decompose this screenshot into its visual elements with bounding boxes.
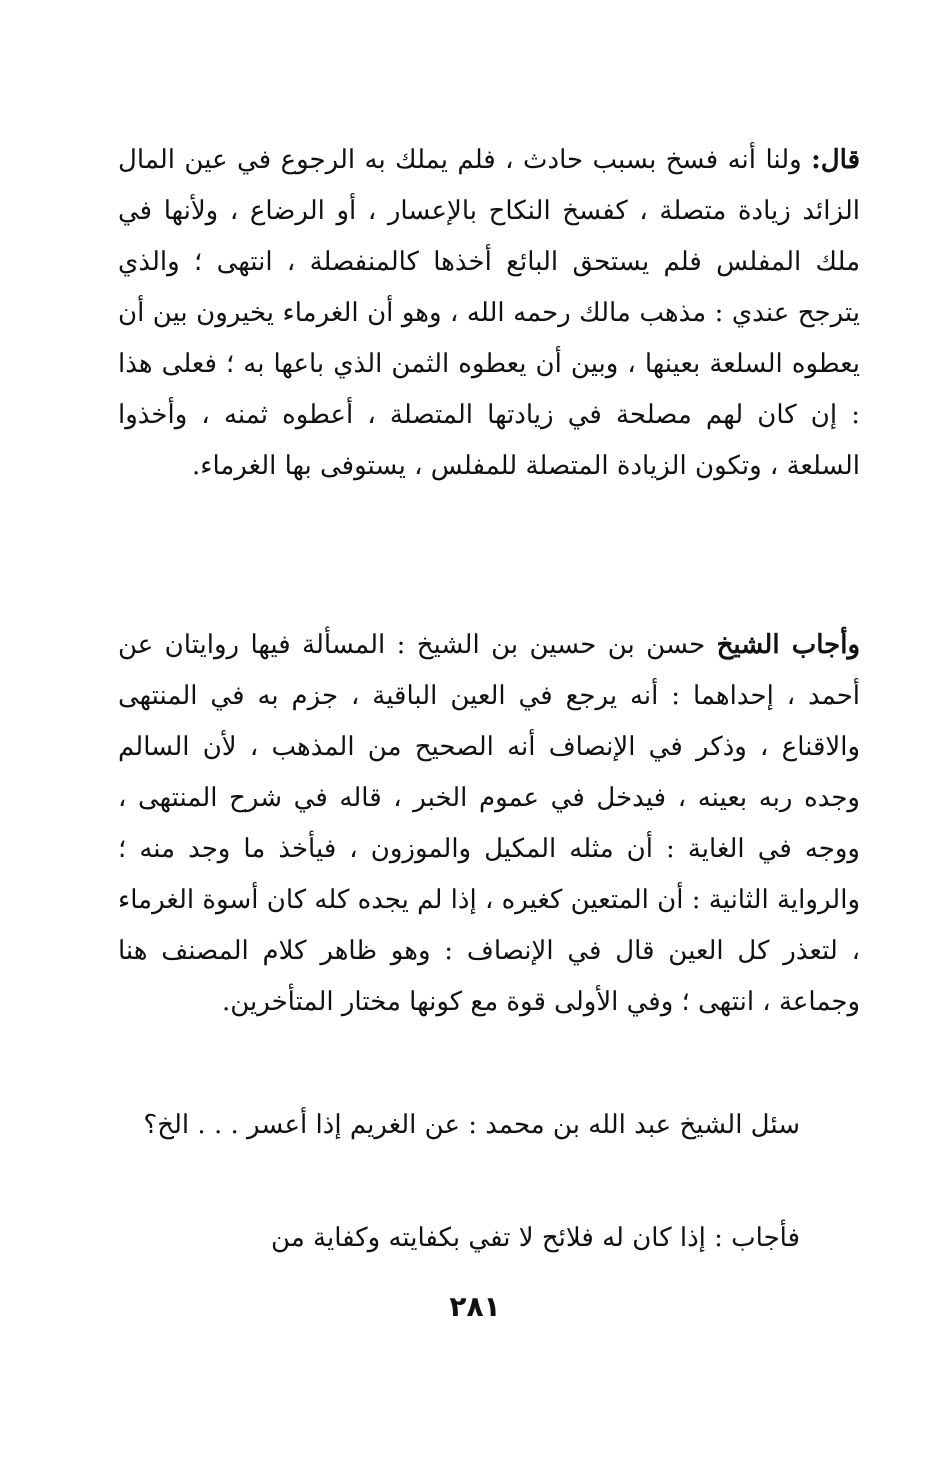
paragraph-3 [118,1100,860,1151]
paragraph-4-body: فأجاب : إذا كان له فلائح لا تفي بكفايته وكفاية من [271,1223,800,1253]
paragraph-1-text [118,135,860,492]
paragraph-4 [118,1213,860,1264]
paragraph-4-text [118,1213,860,1264]
paragraph-2-text [118,620,860,1028]
paragraph-2-body: حسن بن حسين بن الشيخ : المسألة فيها روايتان عن أحمد ، إحداهما : أنه يرجع في العين الباقية ، جزم به في المنتهى والاقناع ، وذكر في الإنصاف أنه الصحيح من المذهب ، لأن السالم وجده ربه بعينه ، فيدخل في عموم الخبر ، قاله في شرح المنتهى ، ووجه في الغاية : أن مثله المكيل والموزون ، فيأخذ ما وجد منه ؛ والرواية الثانية : أن المتعين كغيره ، إذا لم يجده كله كان أسوة الغرماء ، لتعذر كل العين قال في الإنصاف : وهو ظاهر كلام المصنف هنا وجماعة ، انتهى ؛ وفي الأولى قوة مع كونها مختار المتأخرين. [118,630,860,1017]
paragraph-3-body: سئل الشيخ عبد الله بن محمد : عن الغريم إذا أعسر . . . الخ؟ [143,1110,800,1140]
paragraph-2-lead: وأجاب الشيخ [716,630,860,660]
paragraph-1-body: ولنا أنه فسخ بسبب حادث ، فلم يملك به الرجوع في عين المال الزائد زيادة متصلة ، كفسخ النكاح بالإعسار ، أو الرضاع ، ولأنها في ملك المفلس فلم يستحق البائع أخذها كالمنفصلة ، انتهى ؛ والذي يترجح عندي : مذهب مالك رحمه الله ، وهو أن الغرماء يخيرون بين أن يعطوه السلعة بعينها ، وبين أن يعطوه الثمن الذي باعها به ؛ فعلى هذا : إن كان لهم مصلحة في زيادتها المتصلة ، أعطوه ثمنه ، وأخذوا السلعة ، وتكون الزيادة المتصلة للمفلس ، يستوفى بها الغرماء. [118,145,861,481]
paragraph-2 [118,620,860,1028]
paragraph-1-lead: قال: [811,145,860,175]
paragraph-3-text [118,1100,860,1151]
paragraph-1 [118,135,860,492]
page-number: ٢٨١ [449,1290,501,1323]
